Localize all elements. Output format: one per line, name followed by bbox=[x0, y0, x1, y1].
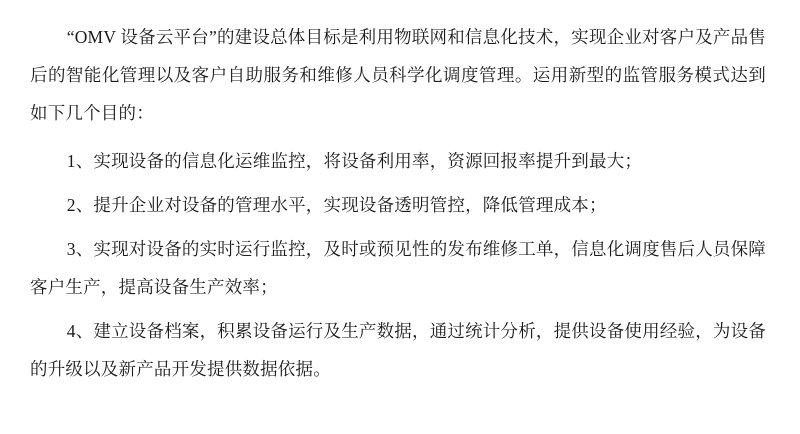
list-item-4: 4、建立设备档案，积累设备运行及生产数据，通过统计分析，提供设备使用经验，为设备的升级以及新产品开发提供数据依据。 bbox=[30, 321, 766, 379]
paragraph-intro: “OMV 设备云平台”的建设总体目标是利用物联网和信息化技术，实现企业对客户及产品售后的智能化管理以及客户自助服务和维修人员科学化调度管理。运用新型的监管服务模式达到如下几个目的： bbox=[30, 27, 766, 123]
paragraph-spacer bbox=[30, 132, 766, 142]
list-item-3: 3、实现对设备的实时运行监控，及时或预见性的发布维修工单，信息化调度售后人员保障客户生产，提高设备生产效率； bbox=[30, 239, 766, 297]
list-item-2: 2、提升企业对设备的管理水平，实现设备透明管控，降低管理成本； bbox=[66, 195, 607, 215]
list-item-1: 1、实现设备的信息化运维监控，将设备利用率，资源回报率提升到最大； bbox=[66, 151, 643, 171]
